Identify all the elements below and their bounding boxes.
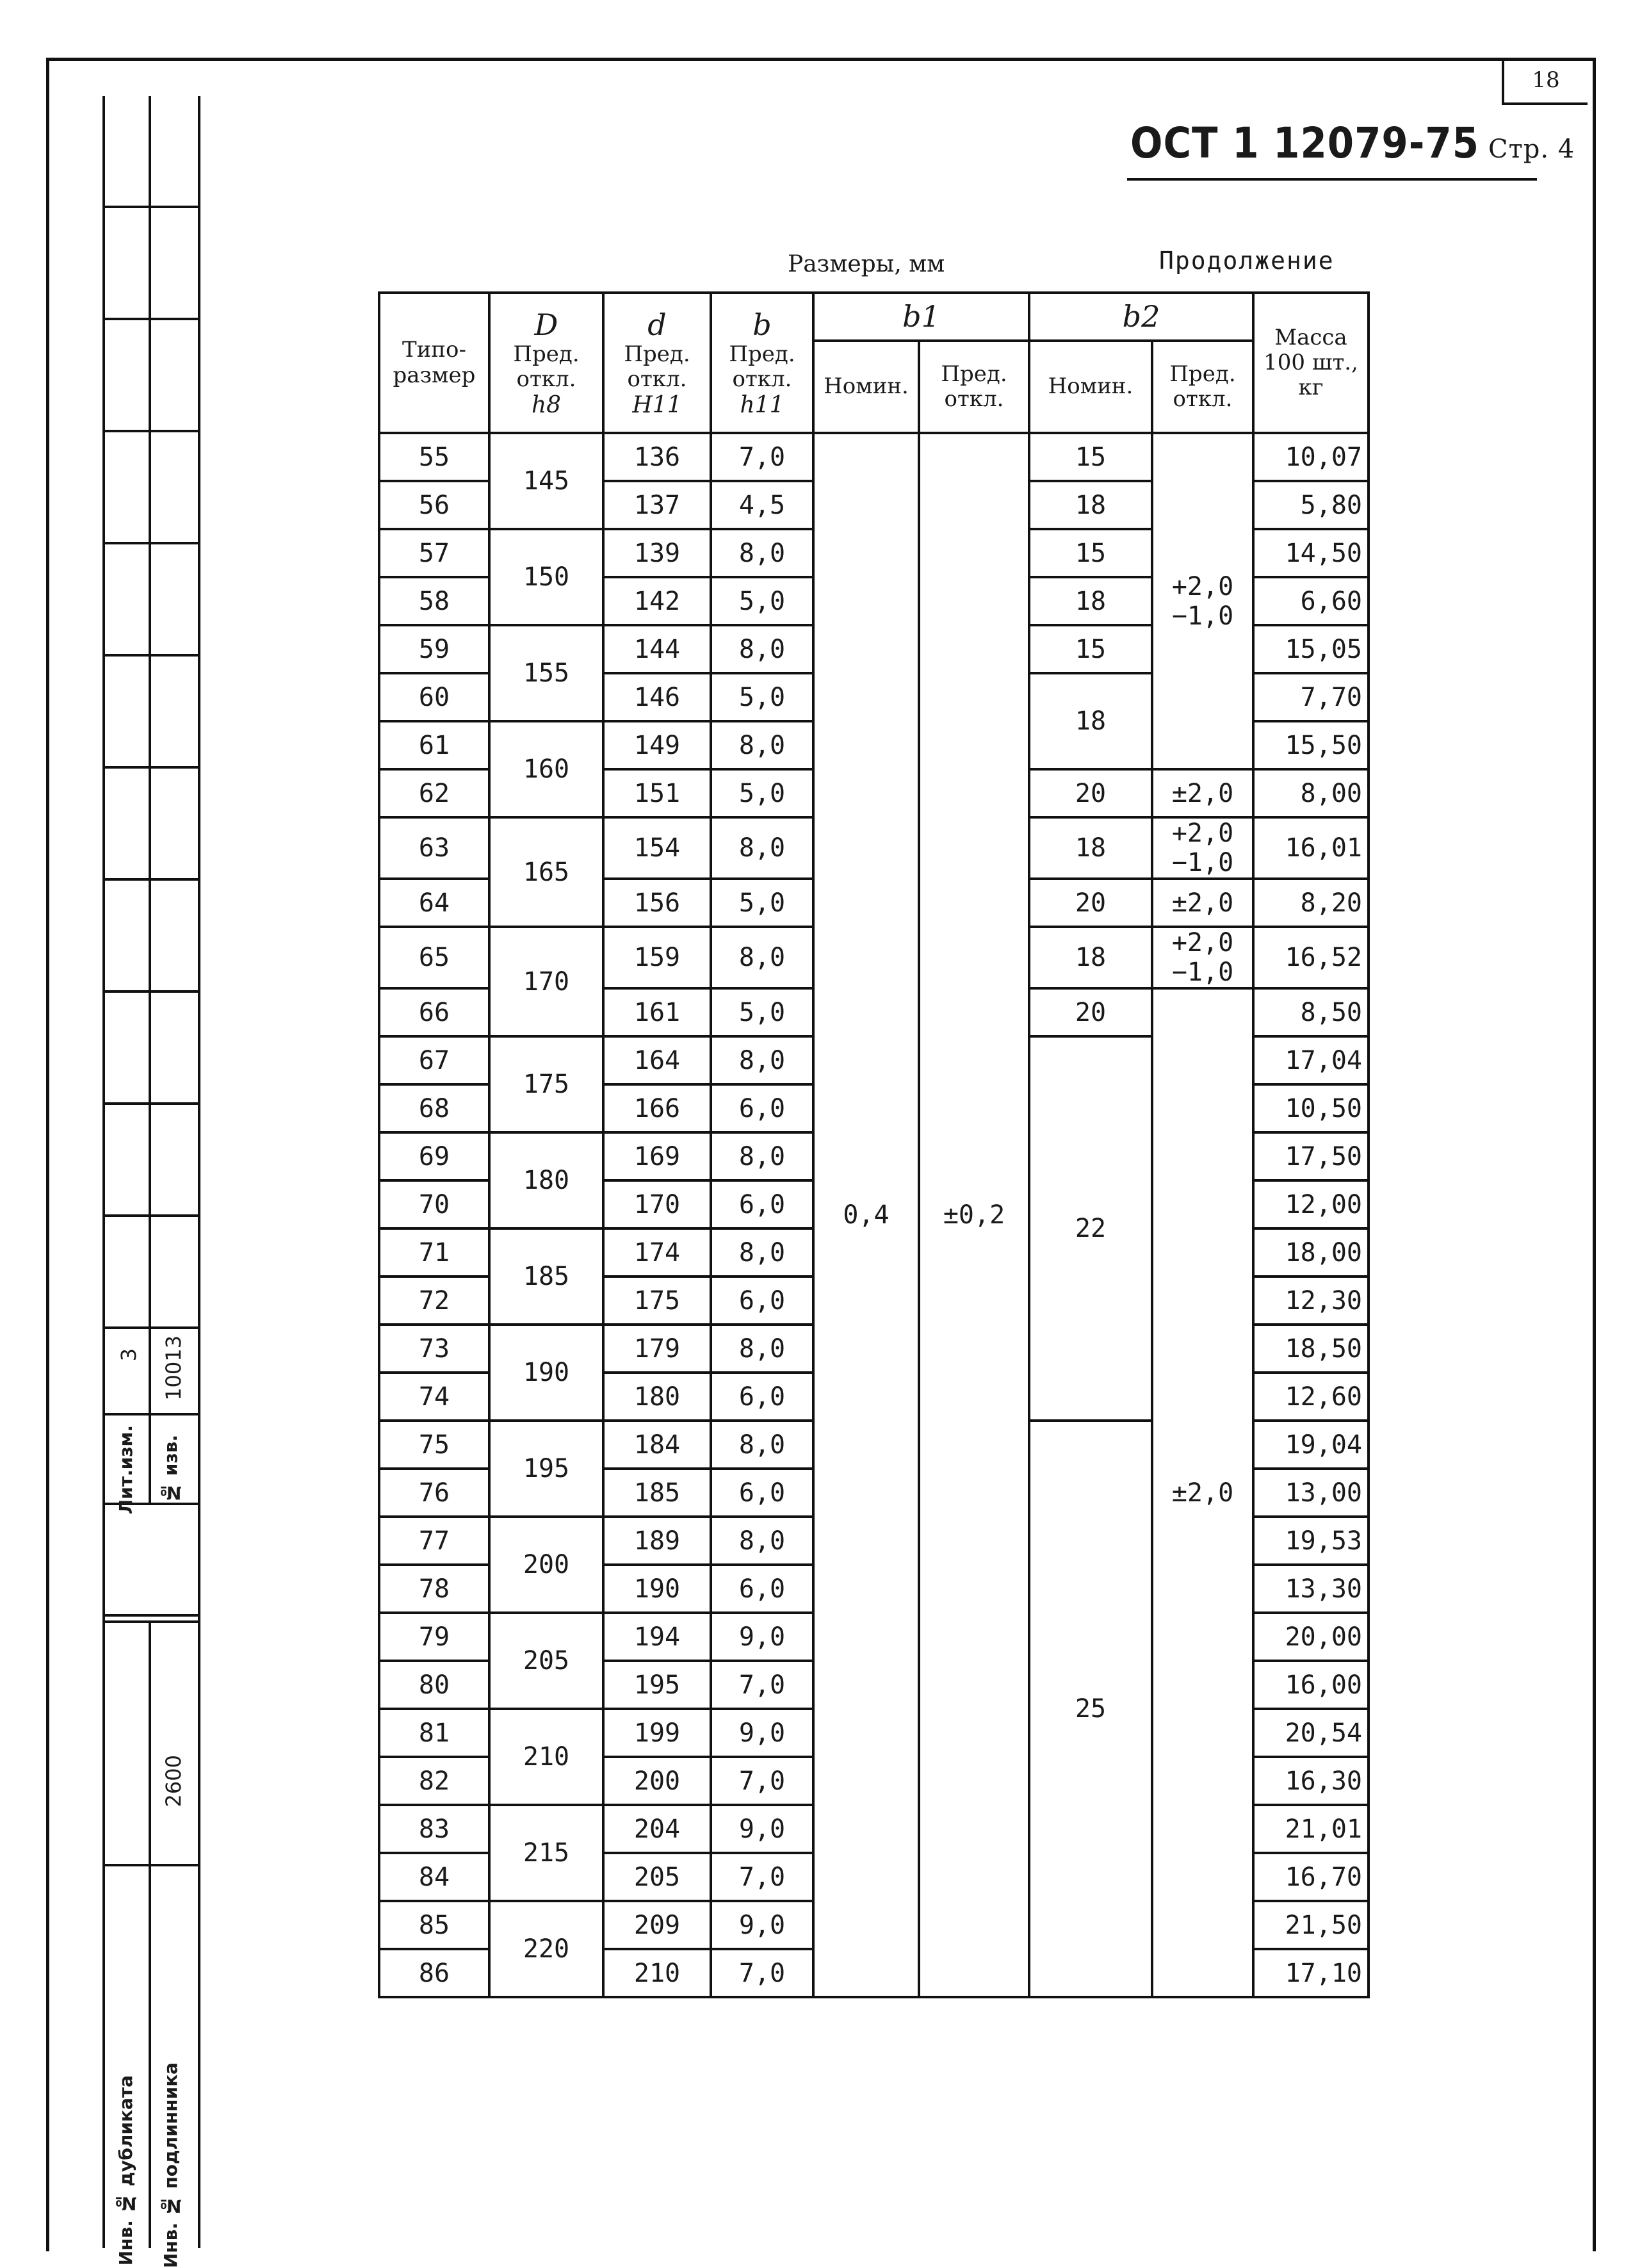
continuation-label: Продолжение [1159, 247, 1335, 275]
typesize-cell: 55 [379, 433, 489, 481]
d-cell: 194 [603, 1613, 711, 1661]
b-cell: 6,0 [711, 1084, 813, 1132]
header-d-tol: H11 [632, 392, 682, 419]
typesize-cell: 86 [379, 1949, 489, 1997]
b-cell: 8,0 [711, 927, 813, 988]
mass-cell: 8,00 [1253, 769, 1369, 817]
d-cell: 149 [603, 721, 711, 769]
b-cell: 4,5 [711, 481, 813, 529]
d-cell: 185 [603, 1469, 711, 1517]
b2-deviation-cell: +2,0 −1,0 [1152, 433, 1253, 769]
D-cell: 220 [489, 1901, 603, 1997]
document-id [1130, 118, 1575, 168]
header-b1-pred: Пред. откл. [919, 341, 1029, 433]
d-cell: 144 [603, 625, 711, 673]
header-mass: Масса 100 шт., кг [1253, 293, 1369, 433]
mass-cell: 15,50 [1253, 721, 1369, 769]
d-cell: 175 [603, 1277, 711, 1325]
header-D-tol: h8 [531, 392, 562, 419]
b-cell: 8,0 [711, 1517, 813, 1565]
mass-cell: 10,50 [1253, 1084, 1369, 1132]
typesize-cell: 63 [379, 817, 489, 879]
b1-deviation-cell: ±0,2 [919, 433, 1029, 1997]
dimensions-table [378, 291, 1370, 1998]
b2-nominal-cell: 20 [1029, 988, 1152, 1036]
D-cell: 190 [489, 1325, 603, 1421]
header-b2-nom: Номин. [1029, 341, 1152, 433]
b2-nominal-cell: 15 [1029, 433, 1152, 481]
typesize-cell: 59 [379, 625, 489, 673]
b-cell: 6,0 [711, 1373, 813, 1421]
inv-orig-value: 2600 [161, 1755, 186, 1807]
D-cell: 175 [489, 1036, 603, 1132]
b2-deviation-cell: ±2,0 [1152, 988, 1253, 1997]
typesize-cell: 56 [379, 481, 489, 529]
b-cell: 9,0 [711, 1709, 813, 1757]
b-cell: 8,0 [711, 625, 813, 673]
b-cell: 9,0 [711, 1613, 813, 1661]
d-cell: 161 [603, 988, 711, 1036]
mass-cell: 16,00 [1253, 1661, 1369, 1709]
mass-cell: 17,10 [1253, 1949, 1369, 1997]
typesize-cell: 72 [379, 1277, 489, 1325]
mass-cell: 16,52 [1253, 927, 1369, 988]
d-cell: 199 [603, 1709, 711, 1757]
b-cell: 6,0 [711, 1180, 813, 1228]
b-cell: 7,0 [711, 433, 813, 481]
typesize-cell: 77 [379, 1517, 489, 1565]
d-cell: 146 [603, 673, 711, 721]
b-cell: 6,0 [711, 1565, 813, 1613]
b2-deviation-cell: ±2,0 [1152, 879, 1253, 927]
header-b [711, 293, 813, 433]
D-cell: 160 [489, 721, 603, 817]
d-cell: 164 [603, 1036, 711, 1084]
mass-cell: 5,80 [1253, 481, 1369, 529]
inv-dup-label: Инв. № дубликата [115, 2075, 136, 2266]
b-cell: 8,0 [711, 721, 813, 769]
D-cell: 215 [489, 1805, 603, 1901]
d-cell: 204 [603, 1805, 711, 1853]
b2-deviation-cell: +2,0 −1,0 [1152, 817, 1253, 879]
b2-nominal-cell: 20 [1029, 769, 1152, 817]
b-cell: 6,0 [711, 1277, 813, 1325]
d-cell: 169 [603, 1132, 711, 1180]
mass-cell: 20,54 [1253, 1709, 1369, 1757]
mass-cell: 21,50 [1253, 1901, 1369, 1949]
b-cell: 8,0 [711, 817, 813, 879]
header-b1: b1 [813, 293, 1029, 341]
typesize-cell: 65 [379, 927, 489, 988]
b-cell: 7,0 [711, 1661, 813, 1709]
mass-cell: 16,01 [1253, 817, 1369, 879]
mass-cell: 15,05 [1253, 625, 1369, 673]
typesize-cell: 64 [379, 879, 489, 927]
d-cell: 159 [603, 927, 711, 988]
d-cell: 166 [603, 1084, 711, 1132]
d-cell: 156 [603, 879, 711, 927]
typesize-cell: 67 [379, 1036, 489, 1084]
b-cell: 5,0 [711, 988, 813, 1036]
d-cell: 184 [603, 1421, 711, 1469]
mass-cell: 13,00 [1253, 1469, 1369, 1517]
d-cell: 154 [603, 817, 711, 879]
mass-cell: 17,50 [1253, 1132, 1369, 1180]
b2-nominal-cell: 20 [1029, 879, 1152, 927]
b-cell: 5,0 [711, 673, 813, 721]
header-b2: b2 [1029, 293, 1253, 341]
typesize-cell: 66 [379, 988, 489, 1036]
b-cell: 8,0 [711, 1421, 813, 1469]
typesize-cell: 74 [379, 1373, 489, 1421]
typesize-cell: 78 [379, 1565, 489, 1613]
b-cell: 8,0 [711, 1132, 813, 1180]
header-D [489, 293, 603, 433]
sizes-caption: Размеры, мм [788, 251, 945, 277]
b-cell: 7,0 [711, 1757, 813, 1805]
typesize-cell: 68 [379, 1084, 489, 1132]
typesize-cell: 60 [379, 673, 489, 721]
izv-value: 10013 [161, 1335, 186, 1401]
typesize-cell: 85 [379, 1901, 489, 1949]
d-cell: 139 [603, 529, 711, 577]
b-cell: 5,0 [711, 769, 813, 817]
header-b2-pred: Пред. откл. [1152, 341, 1253, 433]
d-cell: 189 [603, 1517, 711, 1565]
typesize-cell: 71 [379, 1228, 489, 1277]
typesize-cell: 62 [379, 769, 489, 817]
d-cell: 151 [603, 769, 711, 817]
D-cell: 145 [489, 433, 603, 529]
D-cell: 180 [489, 1132, 603, 1228]
d-cell: 210 [603, 1949, 711, 1997]
header-d-symbol: d [647, 307, 667, 342]
lit-value: 3 [117, 1348, 141, 1362]
mass-cell: 12,60 [1253, 1373, 1369, 1421]
typesize-cell: 83 [379, 1805, 489, 1853]
d-cell: 179 [603, 1325, 711, 1373]
header-d-pred: Пред. откл. [624, 341, 690, 392]
b-cell: 6,0 [711, 1469, 813, 1517]
b-cell: 8,0 [711, 1036, 813, 1084]
b2-deviation-cell: +2,0 −1,0 [1152, 927, 1253, 988]
d-cell: 142 [603, 577, 711, 625]
mass-cell: 18,00 [1253, 1228, 1369, 1277]
b2-nominal-cell: 18 [1029, 481, 1152, 529]
mass-cell: 8,20 [1253, 879, 1369, 927]
left-margin-strip [102, 96, 200, 2268]
document-id-underline [1127, 178, 1537, 181]
header-b-pred: Пред. откл. [729, 341, 795, 392]
b-cell: 8,0 [711, 529, 813, 577]
lit-label: Лит.изм. [115, 1425, 136, 1515]
typesize-cell: 75 [379, 1421, 489, 1469]
d-cell: 174 [603, 1228, 711, 1277]
typesize-cell: 80 [379, 1661, 489, 1709]
b-cell: 5,0 [711, 577, 813, 625]
d-cell: 136 [603, 433, 711, 481]
typesize-cell: 73 [379, 1325, 489, 1373]
mass-cell: 12,00 [1253, 1180, 1369, 1228]
table-row [379, 433, 1369, 481]
D-cell: 170 [489, 927, 603, 1036]
b2-nominal-cell: 18 [1029, 577, 1152, 625]
b-cell: 5,0 [711, 879, 813, 927]
D-cell: 195 [489, 1421, 603, 1517]
D-cell: 205 [489, 1613, 603, 1709]
d-cell: 209 [603, 1901, 711, 1949]
b2-nominal-cell: 15 [1029, 625, 1152, 673]
mass-cell: 16,30 [1253, 1757, 1369, 1805]
b-cell: 7,0 [711, 1949, 813, 1997]
header-D-symbol: D [534, 307, 558, 342]
b2-nominal-cell: 18 [1029, 927, 1152, 988]
typesize-cell: 57 [379, 529, 489, 577]
mass-cell: 13,30 [1253, 1565, 1369, 1613]
b-cell: 8,0 [711, 1228, 813, 1277]
header-b-symbol: b [752, 307, 772, 342]
d-cell: 200 [603, 1757, 711, 1805]
b2-nominal-cell: 18 [1029, 817, 1152, 879]
typesize-cell: 84 [379, 1853, 489, 1901]
typesize-cell: 58 [379, 577, 489, 625]
mass-cell: 21,01 [1253, 1805, 1369, 1853]
header-D-pred: Пред. откл. [513, 341, 580, 392]
b2-nominal-cell: 25 [1029, 1421, 1152, 1997]
typesize-cell: 79 [379, 1613, 489, 1661]
document-code: ОСТ 1 12079-75 [1130, 118, 1480, 168]
mass-cell: 7,70 [1253, 673, 1369, 721]
inv-orig-label: Инв. № подлинника [160, 2062, 181, 2268]
d-cell: 170 [603, 1180, 711, 1228]
mass-cell: 12,30 [1253, 1277, 1369, 1325]
typesize-cell: 82 [379, 1757, 489, 1805]
b2-nominal-cell: 15 [1029, 529, 1152, 577]
mass-cell: 19,04 [1253, 1421, 1369, 1469]
table-body [379, 433, 1369, 1997]
d-cell: 205 [603, 1853, 711, 1901]
mass-cell: 8,50 [1253, 988, 1369, 1036]
d-cell: 195 [603, 1661, 711, 1709]
typesize-cell: 81 [379, 1709, 489, 1757]
b-cell: 7,0 [711, 1853, 813, 1901]
d-cell: 190 [603, 1565, 711, 1613]
d-cell: 137 [603, 481, 711, 529]
d-cell: 180 [603, 1373, 711, 1421]
typesize-cell: 70 [379, 1180, 489, 1228]
mass-cell: 19,53 [1253, 1517, 1369, 1565]
header-typesize: Типо-размер [379, 293, 489, 433]
D-cell: 165 [489, 817, 603, 927]
D-cell: 210 [489, 1709, 603, 1805]
b-cell: 9,0 [711, 1901, 813, 1949]
mass-cell: 17,04 [1253, 1036, 1369, 1084]
typesize-cell: 61 [379, 721, 489, 769]
mass-cell: 18,50 [1253, 1325, 1369, 1373]
typesize-cell: 69 [379, 1132, 489, 1180]
mass-cell: 10,07 [1253, 433, 1369, 481]
izv-label: № изв. [160, 1435, 181, 1503]
b2-deviation-cell: ±2,0 [1152, 769, 1253, 817]
mass-cell: 6,60 [1253, 577, 1369, 625]
typesize-cell: 76 [379, 1469, 489, 1517]
header-d [603, 293, 711, 433]
header-b-tol: h11 [740, 392, 784, 419]
mass-cell: 20,00 [1253, 1613, 1369, 1661]
D-cell: 200 [489, 1517, 603, 1613]
b2-nominal-cell: 22 [1029, 1036, 1152, 1421]
mass-cell: 14,50 [1253, 529, 1369, 577]
header-b1-nom: Номин. [813, 341, 919, 433]
sheet-number: 18 [1502, 58, 1588, 105]
D-cell: 155 [489, 625, 603, 721]
b2-nominal-cell: 18 [1029, 673, 1152, 769]
D-cell: 185 [489, 1228, 603, 1325]
D-cell: 150 [489, 529, 603, 625]
mass-cell: 16,70 [1253, 1853, 1369, 1901]
b1-nominal-cell: 0,4 [813, 433, 919, 1997]
b-cell: 9,0 [711, 1805, 813, 1853]
b-cell: 8,0 [711, 1325, 813, 1373]
page-label: Стр. 4 [1488, 135, 1575, 164]
